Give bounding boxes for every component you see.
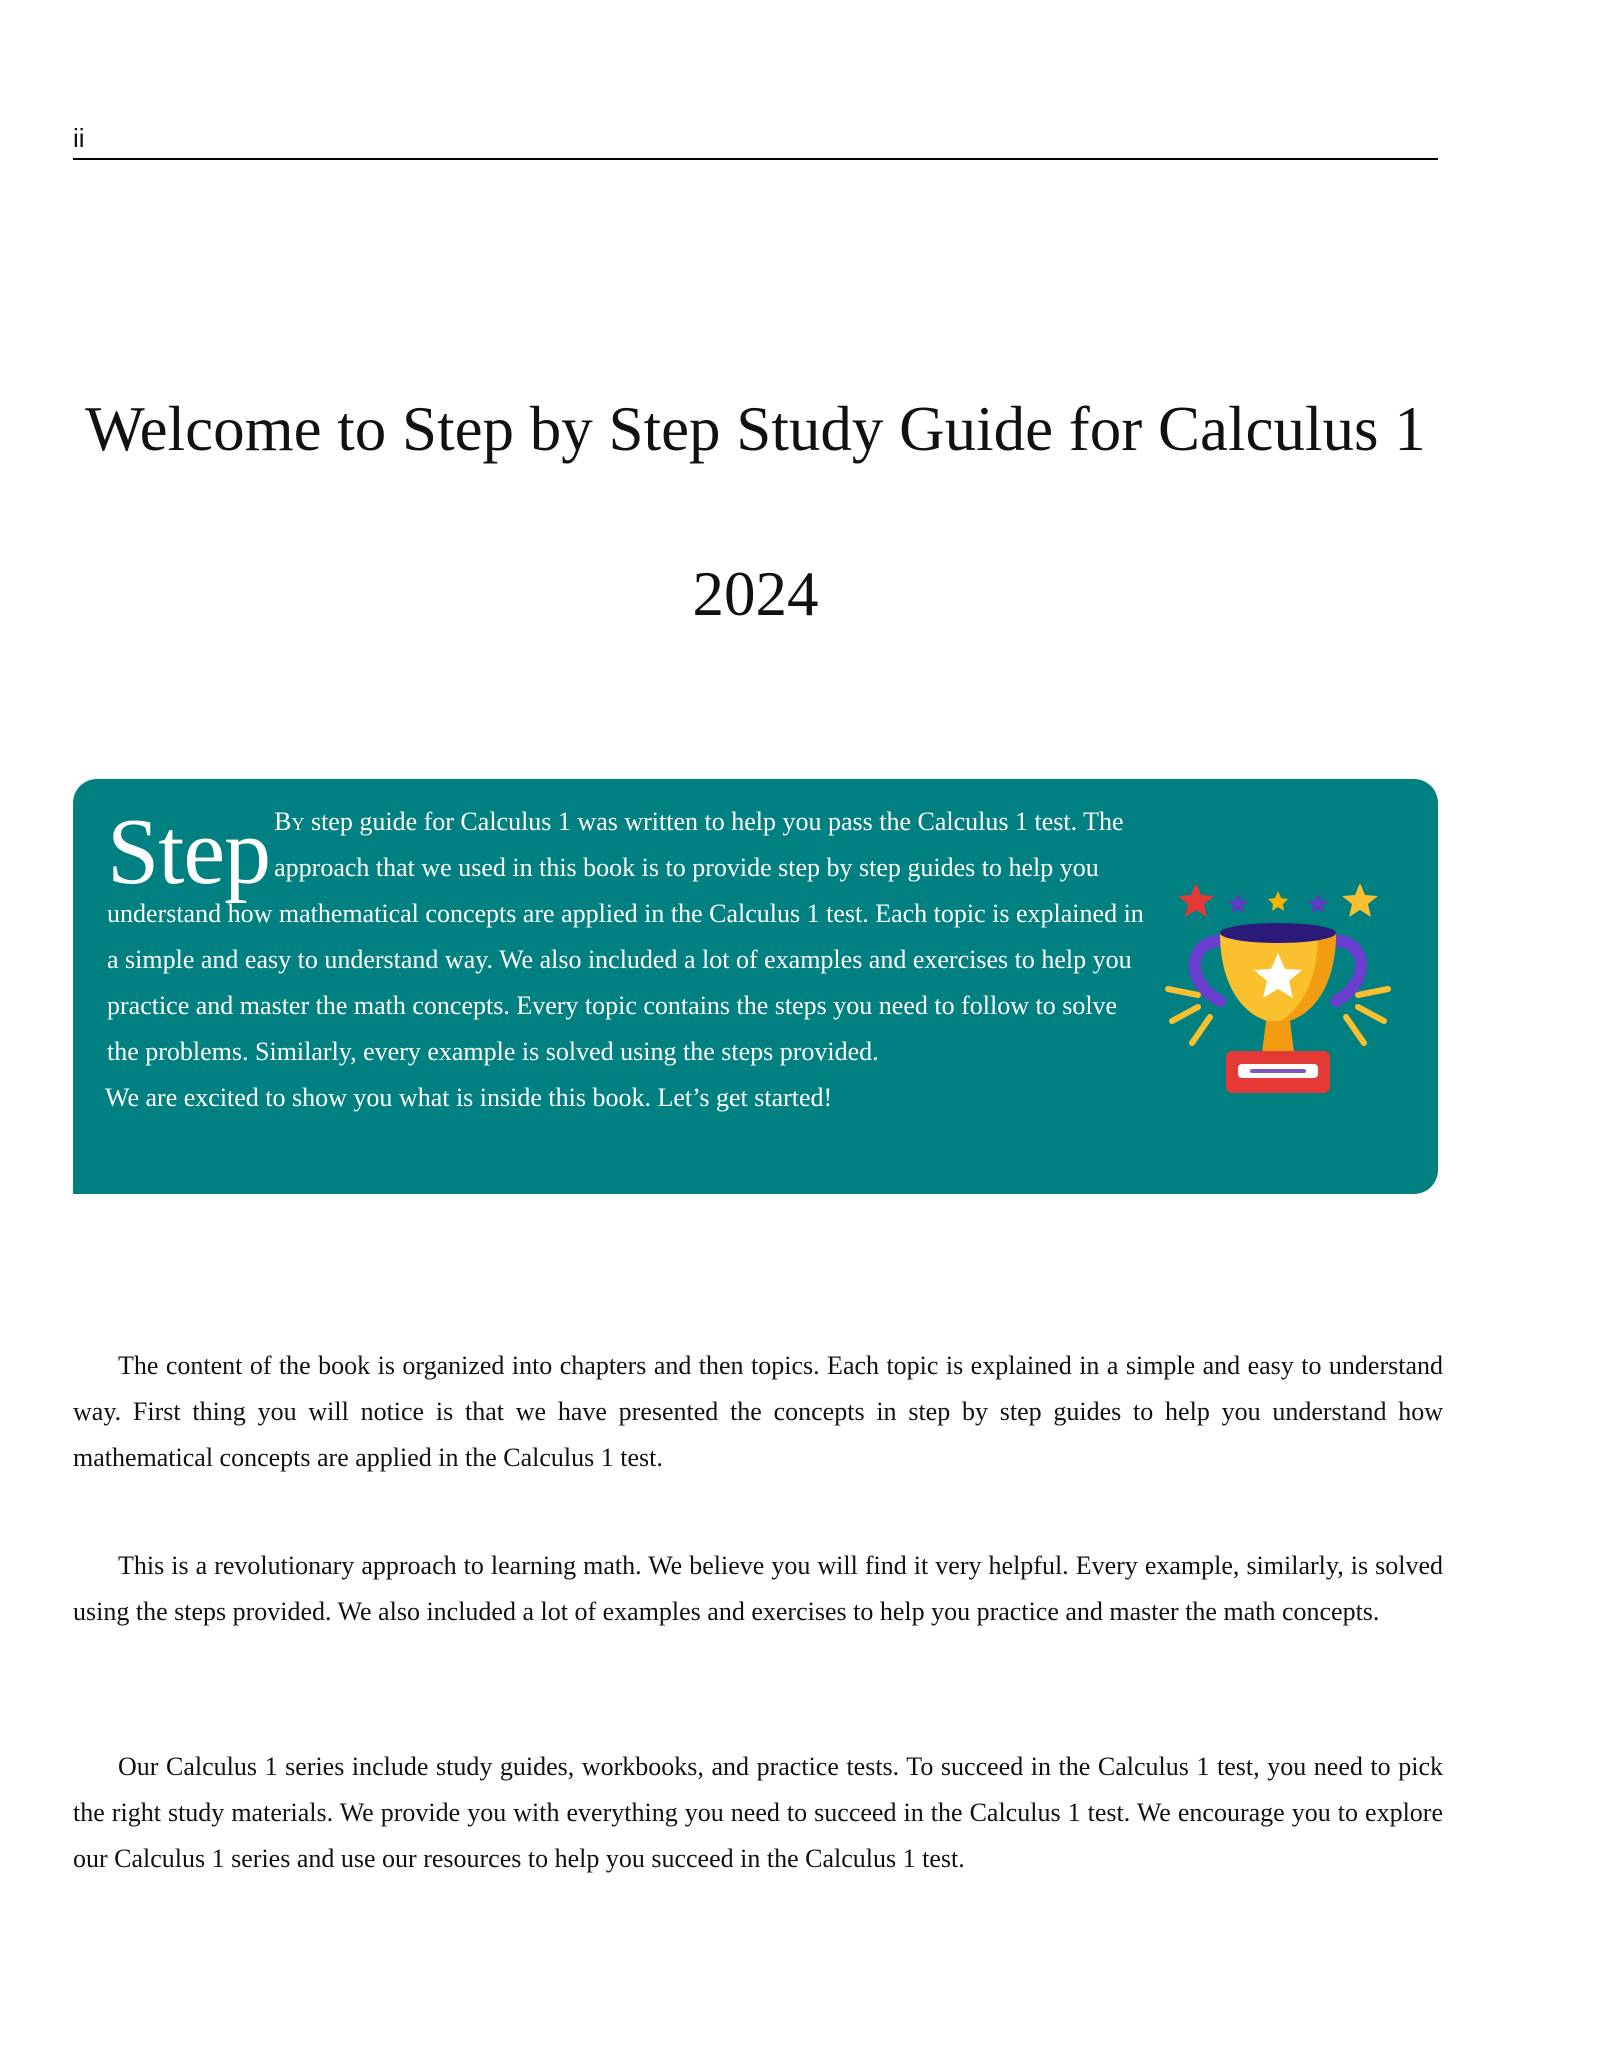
page-title: Welcome to Step by Step Study Guide for Calculus 1 [85, 394, 1426, 464]
star-icon [1178, 883, 1214, 917]
intro-paragraph: step guide for Calculus 1 was written to help you pass the Calculus 1 test. The approach that we used in this book is to provide step by step guides to help you understand how mathematical concepts are applied in the Calculus 1 test. Each topic is explained in a simple and easy to understand way. We also included a lot of examples and exercises to help you practice and master the math concepts. Every topic contains the steps you need to follow to solve the problems. Similarly, every example is solved using the steps provided. [107, 807, 1144, 1066]
star-icon [1228, 893, 1248, 913]
star-icon [1268, 891, 1288, 911]
page-number: ii [73, 123, 85, 153]
title-year: 2024 [692, 559, 819, 629]
trophy-icon [1158, 861, 1398, 1101]
drop-cap: Step [107, 800, 271, 904]
body-paragraph: This is a revolutionary approach to learning math. We believe you will find it very helpful. Every example, similarly, is solved using the steps provided. We also included a lot of examples and exercises to help you practice and master the math concepts. [73, 1551, 1443, 1626]
intro-closing: We are excited to show you what is inside this book. Let’s get started! [105, 1083, 833, 1112]
intro-lead-word: By [274, 807, 305, 836]
intro-text [107, 799, 1147, 1121]
body-paragraph: Our Calculus 1 series include study guides, workbooks, and practice tests. To succeed in the Calculus 1 test, you need to pick the right study materials. We provide you with everything you need to succeed in the Calculus 1 test. We encourage you to explore our Calculus 1 series and use our resources to help you succeed in the Calculus 1 test. [73, 1752, 1443, 1873]
star-icon [1342, 883, 1378, 917]
star-icon [1308, 893, 1328, 913]
running-header [73, 120, 1438, 160]
body-paragraph: The content of the book is organized into chapters and then topics. Each topic is explained in a simple and easy to understand way. First thing you will notice is that we have presented the concepts in step by step guides to help you understand how mathematical concepts are applied in the Calculus 1 test. [73, 1351, 1443, 1472]
intro-box [73, 779, 1438, 1194]
